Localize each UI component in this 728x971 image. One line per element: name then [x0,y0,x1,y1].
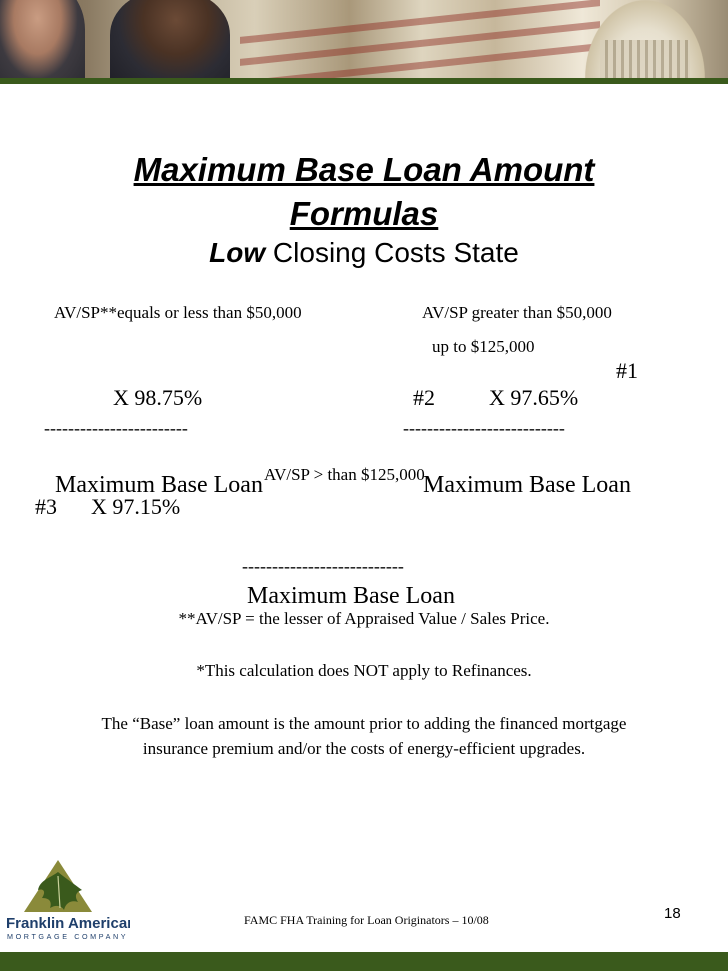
note-base-line1: The “Base” loan amount is the amount prior to adding the financed mortgage [101,714,627,733]
formula1-label: #1 [616,358,638,383]
company-logo [6,858,130,942]
flag-stripe [240,43,600,78]
formula1-result: Maximum Base Loan [55,472,263,498]
capitol-columns [600,40,690,78]
oak-leaf-icon [6,858,130,942]
page-number: 18 [664,905,681,922]
formula2-dashes: --------------------------- [403,418,565,438]
formula3-label: #3 [35,494,57,519]
page-title-line1: Maximum Base Loan Amount [133,151,595,188]
formula2-result: Maximum Base Loan [423,472,631,498]
note-refinance: *This calculation does NOT apply to Refinances. [196,661,532,680]
photo-person-right [110,0,230,78]
note-base-line2: insurance premium and/or the costs of energy-efficient upgrades. [142,739,586,758]
formula1-dashes: ------------------------ [44,418,188,438]
formula2-condition-line1: AV/SP greater than $50,000 [422,303,612,322]
formula3-dashes: --------------------------- [242,556,404,576]
footer-bar [0,952,728,971]
note-definition: **AV/SP = the lesser of Appraised Value / Sales Price. [178,609,550,628]
formula3-result: Maximum Base Loan [247,583,455,609]
subtitle-emphasis: Low [209,237,266,268]
header-photo-banner [0,0,728,78]
logo-tagline: MORTGAGE COMPANY [7,932,129,941]
formula1-multiplier: X 98.75% [113,385,203,410]
subtitle-text: Closing Costs State [265,237,519,268]
logo-name: Franklin American [6,915,130,932]
formula2-label: #2 [413,385,435,410]
formula3-multiplier: X 97.15% [91,494,181,519]
page-subtitle [0,236,728,270]
formula2-multiplier: X 97.65% [489,385,579,410]
photo-person-left [0,0,85,78]
formula2-condition-line2: up to $125,000 [432,337,535,356]
formula3-condition: AV/SP > than $125,000 [264,465,425,484]
page-title-line2: Formulas [289,195,439,232]
footer-caption: FAMC FHA Training for Loan Originators – 10/08 [244,913,489,927]
header-divider [0,78,728,84]
formula1-condition: AV/SP**equals or less than $50,000 [54,303,302,322]
flag-stripe [240,21,600,66]
flag-stripe [240,0,600,44]
